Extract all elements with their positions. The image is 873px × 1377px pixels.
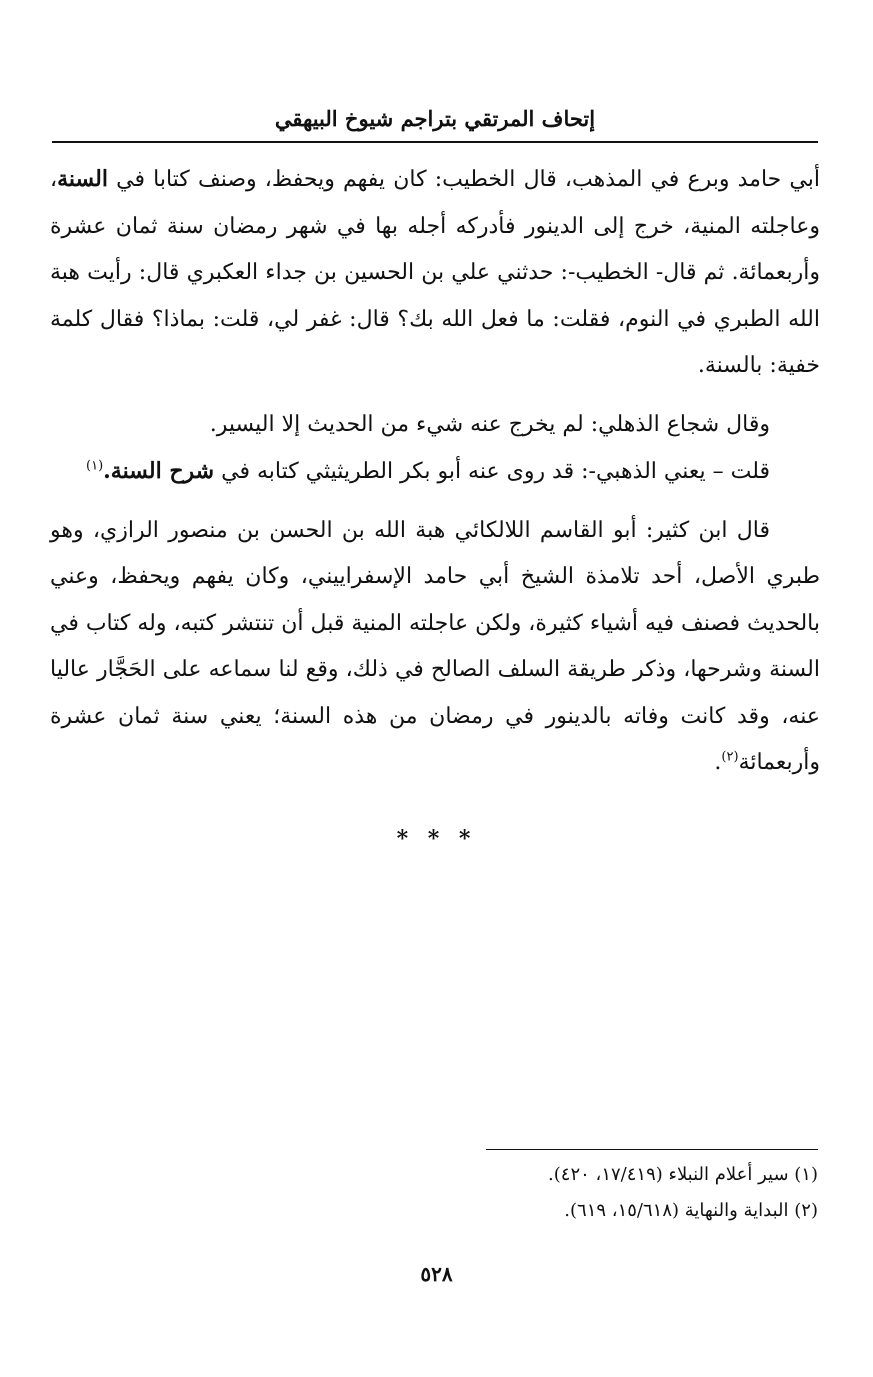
main-text (50, 156, 820, 787)
bold-term-sunnah: السنة (57, 166, 108, 192)
paragraph-4: قال ابن كثير: أبو القاسم اللالكائي هبة الله بن الحسن بن منصور الرازي، وهو طبري الأصل، أحد تلامذة الشيخ أبي حامد الإسفراييني، وكان يفهم ويحفظ، وعني بالحديث فصنف فيه أشياء كثيرة، ولكن عاجلته المنية قبل أن تنتشر كتبه، وله كتاب في السنة وشرحها، وذكر طريقة السلف الصالح في ذلك، وقع لنا سماعه على الحَجَّار عاليا عنه، وقد كانت وفاته بالدينور في رمضان من هذه السنة؛ يعني سنة ثمان عشرة وأربعمائة$^{(٢)}$. (50, 517, 820, 775)
section-separator: * * * (396, 826, 477, 852)
footnote-rule (486, 1149, 818, 1150)
paragraph-2: وقال شجاع الذهلي: لم يخرج عنه شيء من الحديث إلا اليسير. (209, 411, 770, 437)
page-number: ٥٢٨ (420, 1262, 453, 1286)
paragraph-1: أبي حامد وبرع في المذهب، قال الخطيب: كان يفهم ويحفظ، وصنف كتابا في السنة، وعاجلته المنية، خرج إلى الدينور فأدركه أجله بها في شهر رمضان سنة ثمان عشرة وأربعمائة. ثم قال- الخطيب-: حدثني علي بن الحسين بن جداء العكبري قال: رأيت هبة الله الطبري في النوم، فقلت: ما فعل الله بك؟ قال: غفر لي، قلت: بماذا؟ فقال كلمة خفية: بالسنة. (50, 166, 820, 378)
running-title: إتحاف المرتقي بتراجم شيوخ البيهقي (274, 106, 596, 131)
footnote-ref-2[interactable]: (٢) (721, 749, 739, 765)
paragraph-3: قلت – يعني الذهبي-: قد روى عنه أبو بكر الطريثيثي كتابه في شرح السنة.$^{(١)}$ (86, 458, 770, 484)
header-rule (52, 141, 818, 143)
footnote-1: (١) سير أعلام النبلاء (١٧/٤١٩، ٤٢٠). (548, 1164, 818, 1185)
bold-book-title: شرح السنة. (103, 458, 215, 484)
footnote-2: (٢) البداية والنهاية (١٥/٦١٨، ٦١٩). (564, 1200, 818, 1221)
footnote-ref-1[interactable]: (١) (86, 458, 104, 474)
footnotes (52, 1157, 818, 1229)
